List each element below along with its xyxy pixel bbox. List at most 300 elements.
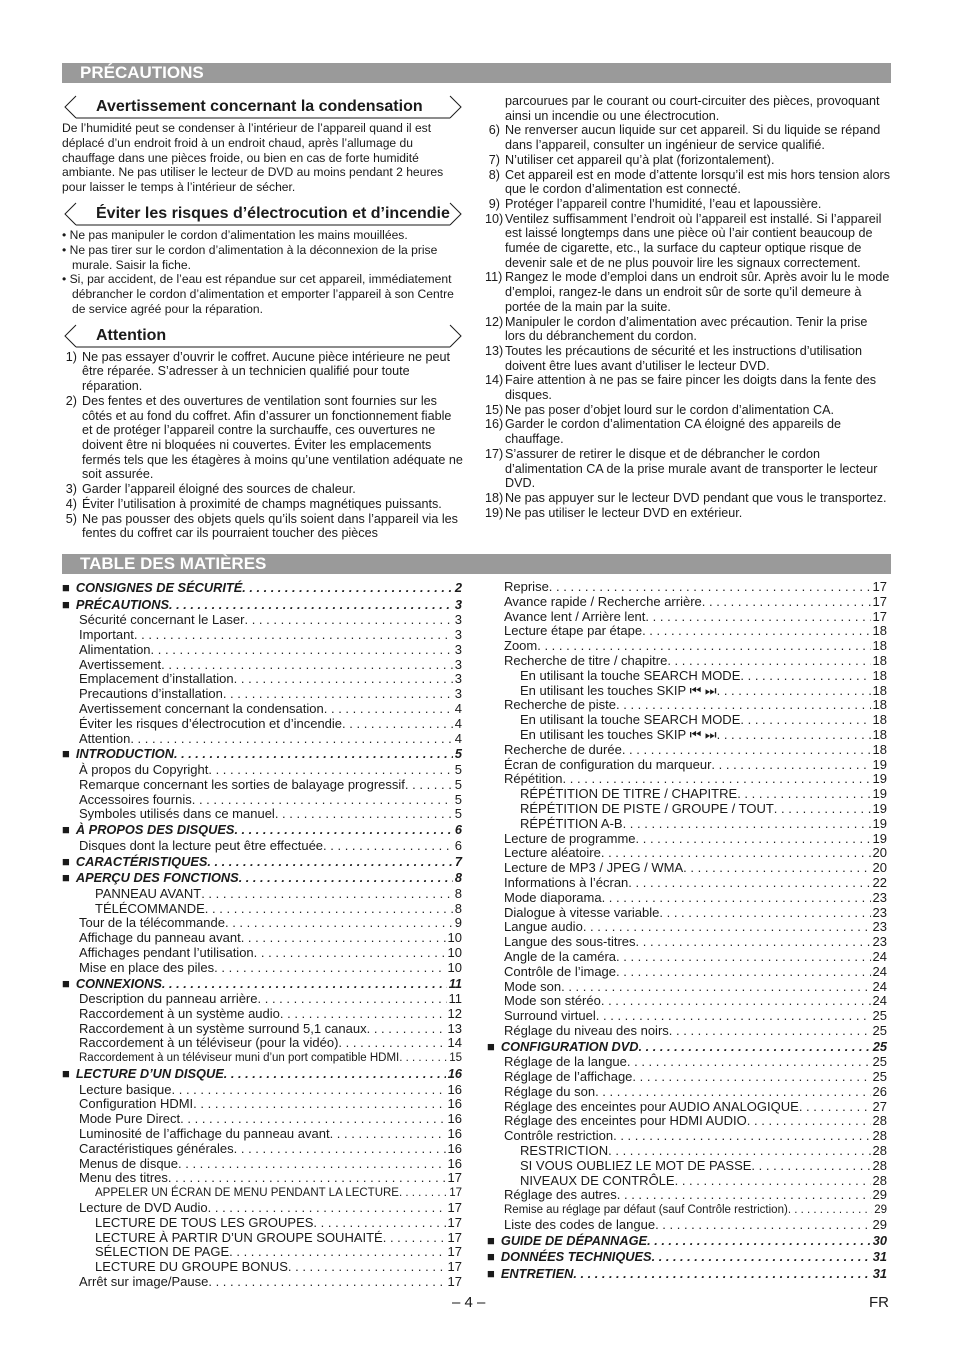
toc-page: 18 <box>872 638 887 654</box>
toc-entry <box>487 595 887 610</box>
toc-page: 22 <box>872 874 887 890</box>
item-number: 2) <box>65 393 77 408</box>
precautions-left-column <box>62 95 464 541</box>
toc-label: Écran de configuration du marqueur <box>504 756 712 772</box>
numbered-item <box>485 270 891 314</box>
toc-entry <box>487 965 887 980</box>
toc-page: 5 <box>454 761 462 777</box>
toc-entry <box>487 684 887 699</box>
toc-leader <box>208 1201 446 1216</box>
toc-label: NIVEAUX DE CONTRÔLE <box>520 1172 675 1188</box>
condensation-text: De l’humidité peut se condenser à l’intérieur de l’appareil quand il est déplacé d’un endroit froid à un endroit chaud, après l’allumage du chauffage dans une pièces froide, ou bien en cas de forte humidité ambiante. Ne pas utiliser le lecteur de DVD au moins pendant 2 heures pour laisser le temps à l’intérieur de sécher. <box>62 121 444 195</box>
toc-label: Alimentation <box>79 641 151 657</box>
toc-page: 18 <box>872 623 887 639</box>
toc-page: 16 <box>447 1081 462 1097</box>
toc-label: En utilisant la touche SEARCH MODE <box>520 667 741 683</box>
toc-label: ■ CONNEXIONS <box>62 976 162 993</box>
toc-label: ■ GUIDE DE DÉPANNAGE <box>487 1233 647 1250</box>
toc-entry <box>62 807 462 822</box>
precautions-title: PRÉCAUTIONS <box>80 63 204 82</box>
item-text: S’assurer de retirer le disque et de débrancher le cordon d’alimentation CA de la prise murale avant de transporter le lecteur DVD. <box>505 446 878 491</box>
toc-entry <box>487 713 887 728</box>
toc-label: Recherche de durée <box>504 741 622 757</box>
toc-entry <box>62 1036 462 1051</box>
toc-page: 24 <box>872 978 887 994</box>
toc-leader <box>205 902 453 917</box>
toc-leader <box>717 728 871 743</box>
toc-entry <box>487 639 887 654</box>
toc-section <box>62 822 462 839</box>
toc-page: 3 <box>454 671 462 687</box>
toc-right-column <box>487 580 887 1283</box>
toc-label: Lecture basique <box>79 1081 172 1097</box>
item-number: 6) <box>488 123 500 138</box>
toc-page: 19 <box>872 756 887 772</box>
toc-label: Affichages pendant l’utilisation <box>79 944 254 960</box>
toc-leader <box>208 763 452 778</box>
item-text: Rangez le mode d’emploi dans un endroit sûr. Après avoir lu le mode d’emploi, rangez-le dans un endroit sûr de sorte qu’il demeure à portée de la main par la suite. <box>505 270 890 314</box>
toc-entry <box>487 787 887 802</box>
toc-leader <box>737 787 870 802</box>
toc-page: 28 <box>872 1157 887 1173</box>
toc-page: 11 <box>448 991 462 1007</box>
toc-leader <box>702 595 871 610</box>
toc-entry <box>487 624 887 639</box>
toc-label: Mise en place des piles <box>79 959 215 975</box>
toc-page: 6 <box>454 822 462 838</box>
toc-page: 10 <box>447 944 462 960</box>
toc-entry <box>62 1171 462 1186</box>
toc-entry <box>487 728 887 743</box>
language-code: FR <box>869 1294 889 1311</box>
toc-leader <box>180 1112 445 1127</box>
toc-page: 14 <box>447 1035 462 1051</box>
toc-label: Répétition <box>504 771 563 787</box>
toc-leader <box>659 906 870 921</box>
toc-page: 10 <box>447 959 462 975</box>
toc-page: 20 <box>872 845 887 861</box>
toc-entry <box>62 1112 462 1127</box>
toc-entry <box>487 935 887 950</box>
toc-leader <box>667 654 870 669</box>
toc-leader <box>168 1171 446 1186</box>
toc-page: 18 <box>872 682 887 698</box>
item-number: 8) <box>488 167 500 182</box>
toc-label: ■ CARACTÉRISTIQUES <box>62 854 207 871</box>
toc-label: Accessoires fournis <box>79 791 192 807</box>
toc-leader <box>242 580 453 597</box>
toc-leader <box>799 1100 871 1115</box>
shock-bullet: • Ne pas tirer sur le cordon d’alimentation à la déconnexion de la prise murale. Saisir la fiche. <box>62 242 438 272</box>
toc-page: 4 <box>454 700 462 716</box>
toc-label: Symboles utilisés dans ce manuel <box>79 806 275 822</box>
toc-label: Disques dont la lecture peut être effectuée <box>79 837 324 853</box>
toc-leader <box>675 1174 871 1189</box>
toc-label: TÉLÉCOMMANDE <box>95 900 205 916</box>
toc-leader <box>642 624 870 639</box>
toc-leader <box>192 793 453 808</box>
toc-label: ■ DONNÉES TECHNIQUES <box>487 1249 652 1266</box>
toc-entry <box>62 1245 462 1260</box>
toc-entry <box>487 861 887 876</box>
numbered-item <box>485 197 891 212</box>
toc-page: 17 <box>447 1274 462 1290</box>
item-number: 19) <box>485 505 504 520</box>
numbered-item <box>485 212 891 271</box>
toc-entry <box>62 1157 462 1172</box>
toc-page: 19 <box>872 786 887 802</box>
toc-leader <box>601 846 871 861</box>
toc-entry <box>62 793 462 808</box>
toc-label: Lecture aléatoire <box>504 845 601 861</box>
toc-leader <box>130 732 452 747</box>
toc-section <box>62 854 462 871</box>
toc-page: 28 <box>872 1143 887 1159</box>
toc-entry <box>487 891 887 906</box>
toc-label: APPELER UN ÉCRAN DE MENU PENDANT LA LECTURE <box>95 1187 399 1200</box>
toc-leader <box>151 643 453 658</box>
toc-entry <box>487 1129 887 1144</box>
toc-label: En utilisant les touches SKIP ⏮ ⏭ <box>520 682 717 698</box>
toc-leader <box>275 807 453 822</box>
toc-page: 18 <box>872 697 887 713</box>
toc-section <box>487 1249 887 1266</box>
toc-page: 9 <box>454 915 462 931</box>
toc-page: 3 <box>454 641 462 657</box>
toc-leader <box>537 639 870 654</box>
toc-entry <box>62 778 462 793</box>
toc-leader <box>223 687 453 702</box>
toc-entry <box>487 817 887 832</box>
condensation-heading-box <box>64 95 462 119</box>
toc-page: 29 <box>874 1204 887 1217</box>
toc-page: 18 <box>872 667 887 683</box>
toc-entry <box>487 950 887 965</box>
toc-page: 17 <box>447 1200 462 1216</box>
toc-leader <box>596 1009 871 1024</box>
toc-entry <box>62 763 462 778</box>
toc-entry <box>487 772 887 787</box>
toc-entry <box>62 946 462 961</box>
toc-label: Sécurité concernant le Laser <box>79 612 245 628</box>
toc-label: Remise au réglage par défaut (sauf Contrôle restriction) <box>504 1204 788 1217</box>
item-number: 10) <box>485 211 504 226</box>
item-number: 1) <box>65 349 77 364</box>
toc-label: Recherche de piste <box>504 697 617 713</box>
item-number <box>485 94 505 123</box>
numbered-item <box>485 403 891 418</box>
toc-label: RESTRICTION <box>520 1143 609 1159</box>
toc-leader <box>623 817 871 832</box>
item-text: Garder le cordon d’alimentation CA éloigné des appareils de chauffage. <box>505 417 842 447</box>
toc-leader <box>224 1066 446 1083</box>
toc-page: 17 <box>447 1244 462 1260</box>
toc-section <box>62 580 462 597</box>
toc-leader <box>616 698 871 713</box>
toc-label: Important <box>79 626 134 642</box>
toc-entry <box>487 832 887 847</box>
toc-leader <box>313 1216 445 1231</box>
toc-leader <box>134 628 453 643</box>
toc-page: 17 <box>872 579 887 594</box>
toc-page: 16 <box>447 1155 462 1171</box>
toc-page: 31 <box>872 1266 887 1282</box>
toc-leader <box>636 832 871 847</box>
numbered-item <box>485 315 891 344</box>
toc-entry <box>62 687 462 702</box>
toc-label: ■ LECTURE D’UN DISQUE <box>62 1066 224 1083</box>
toc-entry <box>487 876 887 891</box>
toc-entry <box>487 1070 887 1085</box>
toc-label: Tour de la télécommande <box>79 915 225 931</box>
toc-leader <box>193 1097 445 1112</box>
toc-leader <box>244 613 452 628</box>
toc-label: Mode diaporama <box>504 889 602 905</box>
toc-page: 2 <box>454 580 462 595</box>
attention-list <box>62 350 464 541</box>
toc-page: 3 <box>454 656 462 672</box>
toc-entry <box>487 1024 887 1039</box>
item-text: parcourues par le courant ou court-circuiter des pièces, provoquant ainsi un incendie ou une électrocution. <box>505 94 880 123</box>
item-text: Ne pas utiliser le lecteur DVD en extérieur. <box>505 505 743 520</box>
toc-label: RÉPÉTITION DE PISTE / GROUPE / TOUT <box>520 800 774 816</box>
toc-label: Affichage du panneau avant <box>79 930 241 946</box>
toc-entry <box>62 931 462 946</box>
toc-label: En utilisant les touches SKIP ⏮ ⏭ <box>520 726 717 742</box>
toc-entry <box>62 643 462 658</box>
toc-leader <box>616 965 871 980</box>
toc-entry <box>487 669 887 684</box>
toc-page: 23 <box>872 904 887 920</box>
toc-page: 18 <box>872 712 887 728</box>
toc-page: 17 <box>447 1259 462 1275</box>
toc-entry <box>487 980 887 995</box>
toc-label: Éviter les risques d’électrocution et d’incendie <box>79 715 343 731</box>
toc-label: Raccordement à un téléviseur (pour la vidéo) <box>79 1035 339 1051</box>
item-text: N’utiliser cet appareil qu’à plat (forizontalement). <box>505 152 775 167</box>
toc-leader <box>174 746 453 763</box>
numbered-item <box>62 512 464 541</box>
toc-label: Menu des titres <box>79 1170 168 1186</box>
toc-label: ■ APERÇU DES FONCTIONS <box>62 870 239 887</box>
toc-leader <box>258 992 447 1007</box>
toc-leader <box>330 1127 446 1142</box>
toc-leader <box>645 610 870 625</box>
page-number: – 4 – <box>452 1294 486 1311</box>
toc-page: 15 <box>449 1052 462 1065</box>
toc-label: Lecture de programme <box>504 830 636 846</box>
toc-leader <box>740 713 870 728</box>
numbered-item <box>485 94 891 123</box>
toc-entry <box>62 1275 462 1290</box>
toc-label: RÉPÉTITION A-B <box>520 815 623 831</box>
toc-page: 3 <box>454 612 462 628</box>
numbered-item <box>485 123 891 152</box>
numbered-item <box>485 491 891 506</box>
toc-page: 27 <box>872 1098 887 1114</box>
numbered-item <box>62 394 464 482</box>
toc-entry <box>62 1051 462 1066</box>
toc-page: 19 <box>872 830 887 846</box>
toc-page: 24 <box>872 963 887 979</box>
toc-leader <box>583 920 871 935</box>
toc-page: 5 <box>454 746 462 762</box>
toc-label: Caractéristiques générales <box>79 1140 234 1156</box>
numbered-item <box>485 168 891 197</box>
toc-entry <box>62 658 462 673</box>
toc-leader <box>324 702 453 717</box>
shock-heading: Éviter les risques d’électrocution et d’incendie <box>96 204 450 222</box>
numbered-item <box>485 344 891 373</box>
toc-leader <box>342 717 453 732</box>
shock-bullet: • Ne pas manipuler le cordon d’alimentation les mains mouillées. <box>62 227 408 242</box>
toc-entry <box>62 992 462 1007</box>
toc-entry <box>487 920 887 935</box>
toc-label: Informations à l’écran <box>504 874 629 890</box>
toc-label: LECTURE À PARTIR D’UN GROUPE SOUHAITÉ <box>95 1229 383 1245</box>
toc-leader <box>561 980 870 995</box>
toc-leader <box>622 743 871 758</box>
toc-entry <box>62 1260 462 1275</box>
toc-page: 19 <box>872 800 887 816</box>
toc-label: ■ À PROPOS DES DISQUES <box>62 822 234 839</box>
toc-page: 26 <box>872 1083 887 1099</box>
toc-page: 18 <box>872 726 887 742</box>
toc-entry <box>487 846 887 861</box>
toc-page: 17 <box>872 608 887 624</box>
toc-label: Raccordement à un système audio <box>79 1005 280 1021</box>
toc-label: À propos du Copyright <box>79 761 209 777</box>
toc-label: Raccordement à un téléviseur muni d’un port compatible HDMI <box>79 1052 400 1065</box>
numbered-item <box>485 153 891 168</box>
item-number: 14) <box>485 373 504 388</box>
toc-label: Réglage des autres <box>504 1187 617 1203</box>
toc-label: Réglage de la langue <box>504 1054 627 1070</box>
toc-leader <box>161 658 453 673</box>
toc-entry <box>62 1127 462 1142</box>
numbered-item <box>62 482 464 497</box>
item-text: Ne pas pousser des objets quels qu’ils soient dans l’appareil via les fentes du coffret car ils pourraient toucher des pièces <box>82 511 458 541</box>
toc-label: ■ PRÉCAUTIONS <box>62 597 169 614</box>
toc-entry <box>62 1022 462 1037</box>
toc-entry <box>62 613 462 628</box>
precautions-right-column <box>485 94 891 520</box>
toc-leader <box>601 994 871 1009</box>
toc-leader <box>280 1007 446 1022</box>
numbered-item <box>62 350 464 394</box>
toc-entry <box>62 1216 462 1231</box>
toc-section <box>487 1233 887 1250</box>
toc-page: 11 <box>448 975 462 991</box>
toc-label: Contrôle de l’image <box>504 963 617 979</box>
toc-page: 16 <box>447 1140 462 1156</box>
toc-entry <box>487 906 887 921</box>
toc-leader <box>636 935 871 950</box>
toc-leader <box>655 1218 870 1233</box>
item-number: 12) <box>485 314 504 329</box>
toc-label: SÉLECTION DE PAGE <box>95 1244 230 1260</box>
toc-entry <box>62 916 462 931</box>
toc-section <box>62 1066 462 1083</box>
toc-page: 28 <box>872 1128 887 1144</box>
toc-page: 17 <box>447 1229 462 1245</box>
toc-label: Liste des codes de langue <box>504 1217 656 1233</box>
toc-entry <box>62 1083 462 1098</box>
toc-leader <box>740 669 870 684</box>
toc-entry <box>487 1144 887 1159</box>
toc-label: Surround virtuel <box>504 1008 596 1024</box>
item-text: Faire attention à ne pas se faire pincer les doigts dans la fente des disques. <box>505 373 877 403</box>
toc-label: Réglage du son <box>504 1083 596 1099</box>
numbered-item <box>485 417 891 446</box>
toc-leader <box>207 854 452 871</box>
toc-leader <box>201 887 453 902</box>
toc-entry <box>62 732 462 747</box>
toc-page: 17 <box>872 593 887 609</box>
toc-page: 23 <box>872 934 887 950</box>
toc-leader <box>172 1083 446 1098</box>
toc-leader <box>234 1142 446 1157</box>
toc-leader <box>788 1203 872 1218</box>
toc-leader <box>608 1144 870 1159</box>
toc-label: ■ INTRODUCTION <box>62 746 174 763</box>
item-text: Ne renverser aucun liquide sur cet appareil. Si du liquide se répand dans l’appareil, consulter un ingénieur de service qualifié. <box>505 123 881 153</box>
item-number: 16) <box>485 417 504 432</box>
toc-page: 4 <box>454 715 462 731</box>
toc-leader <box>549 580 871 595</box>
toc-label: ■ ENTRETIEN <box>487 1266 573 1283</box>
toc-leader <box>225 916 453 931</box>
toc-label: Zoom <box>504 638 538 654</box>
toc-leader <box>563 772 871 787</box>
item-text: Garder l’appareil éloigné des sources de chaleur. <box>82 482 356 497</box>
item-text: Ne pas essayer d’ouvrir le coffret. Aucune pièce intérieure ne peut être réparée. S’adresser à un technicien qualifié pour toute réparation. <box>82 349 450 394</box>
toc-section <box>62 597 462 614</box>
precautions-banner <box>62 63 891 83</box>
shock-heading-box <box>64 202 462 226</box>
toc-section <box>62 870 462 887</box>
toc-leader <box>647 1233 871 1250</box>
item-text: Des fentes et des ouvertures de ventilation sont fournies sur les côtés et au fond du coffret. Afin d’assurer un fonctionnement fiable et de protéger l’appareil contre la surchauffe, ces ouvertures ne doivent être ni bloquées ni couvertes. Éviter les emplacements fermés tels que les étagères à moins qu’une ventilation adéquate ne soit assurée. <box>82 393 463 482</box>
toc-leader <box>323 839 453 854</box>
toc-entry <box>487 698 887 713</box>
toc-entry <box>62 628 462 643</box>
toc-page: 12 <box>447 1005 462 1021</box>
toc-label: RÉPÉTITION DE TITRE / CHAPITRE <box>520 786 738 802</box>
toc-page: 28 <box>872 1113 887 1129</box>
toc-label: ■ CONSIGNES DE SÉCURITÉ <box>62 580 242 597</box>
item-text: Ne pas appuyer sur le lecteur DVD pendant que vous le transportez. <box>505 490 887 505</box>
toc-entry <box>487 1114 887 1129</box>
toc-page: 7 <box>454 853 462 869</box>
toc-leader <box>595 1085 870 1100</box>
toc-label: Avance lent / Arrière lent <box>504 608 646 624</box>
toc-label: Configuration HDMI <box>79 1096 194 1112</box>
toc-page: 24 <box>872 993 887 1009</box>
toc-label: Arrêt sur image/Pause <box>79 1274 209 1290</box>
toc-page: 25 <box>872 1069 887 1085</box>
toc-leader <box>214 961 445 976</box>
toc-section <box>487 1266 887 1283</box>
item-number: 5) <box>65 511 77 526</box>
toc-page: 25 <box>872 1038 887 1054</box>
toc-page: 25 <box>872 1054 887 1070</box>
toc-label: Avertissement <box>79 656 162 672</box>
item-text: Manipuler le cordon d’alimentation avec précaution. Tenir la prise lors du débranchement du cordon. <box>505 314 868 344</box>
toc-leader <box>632 1070 870 1085</box>
item-text: Toutes les précautions de sécurité et les instructions d’utilisation doivent être lues avant d’utiliser le lecteur DVD. <box>505 343 863 373</box>
toc-leader <box>747 1114 871 1129</box>
